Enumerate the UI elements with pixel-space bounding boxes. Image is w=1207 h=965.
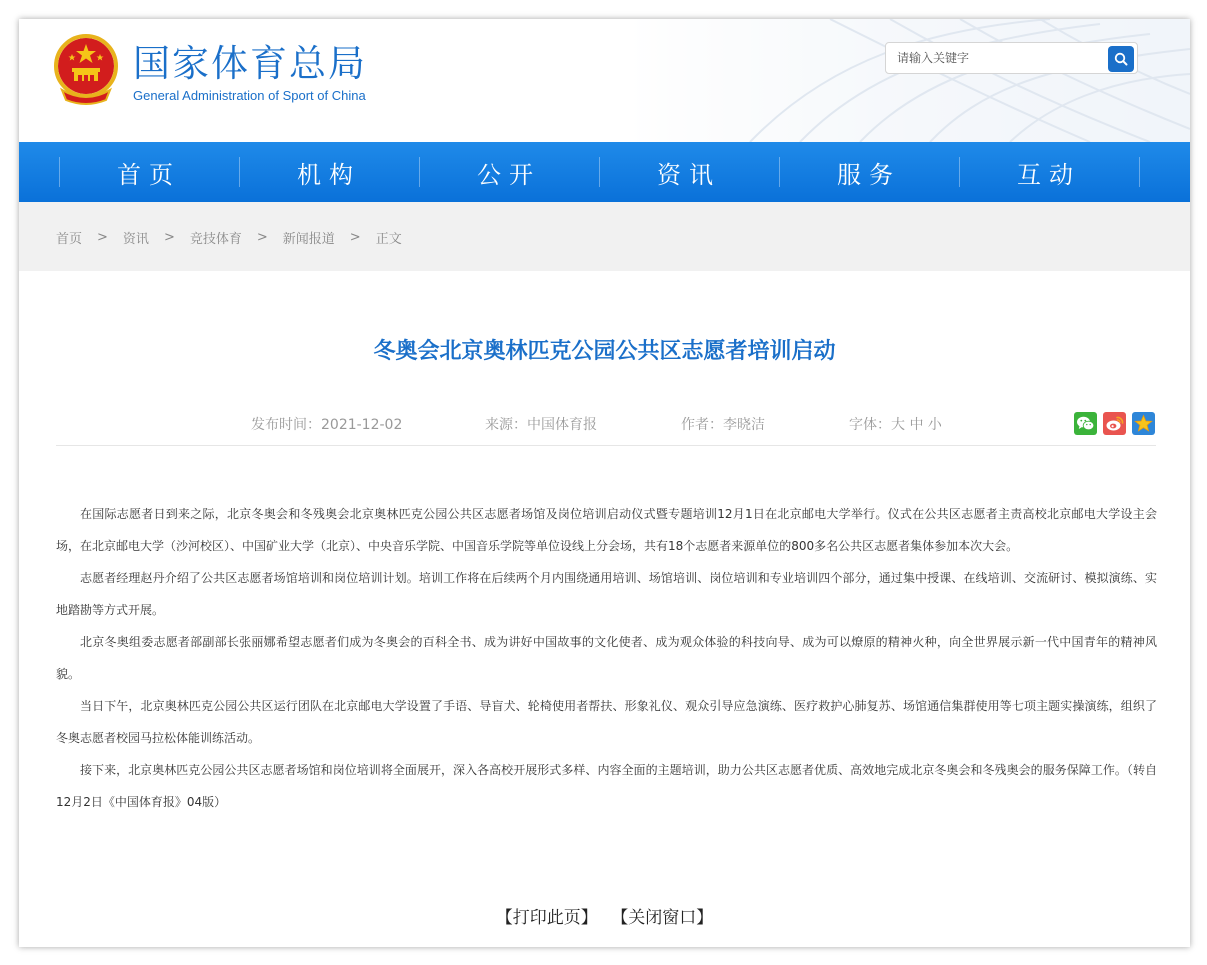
share-weibo-button[interactable] <box>1103 412 1126 435</box>
search-icon <box>1114 52 1128 66</box>
article-author: 作者：李晓洁 <box>681 417 765 433</box>
nav-item-organization[interactable]: 机构 <box>297 160 361 189</box>
breadcrumb <box>56 228 402 247</box>
wechat-icon <box>1076 415 1095 432</box>
article-title: 冬奥会北京奥林匹克公园公共区志愿者培训启动 <box>373 339 836 364</box>
article-body <box>56 498 1157 818</box>
favorite-icon <box>1134 414 1153 433</box>
page-container <box>19 19 1190 947</box>
breadcrumb-competitive-sports[interactable]: 竞技体育 <box>189 232 242 247</box>
nav-separator <box>1139 157 1140 187</box>
breadcrumb-home[interactable]: 首页 <box>56 232 83 247</box>
font-size-control <box>849 416 942 434</box>
font-size-medium[interactable]: 中 <box>909 417 924 433</box>
site-logo-cn[interactable]: 国家体育总局 <box>133 42 367 85</box>
breadcrumb-separator: > <box>256 230 268 245</box>
article-paragraph: 接下来，北京奥林匹克公园公共区志愿者场馆和岗位培训将全面展开，深入各高校开展形式多样、内容全面的主题培训，助力公共区志愿者优质、高效地完成北京冬奥会和冬残奥会的服务保障工作。（转自12月2日《中国体育报》04版） <box>56 763 1157 809</box>
nav-item-service[interactable]: 服务 <box>837 160 901 189</box>
national-emblem-icon <box>54 34 118 106</box>
main-nav <box>19 142 1190 202</box>
share-favorite-button[interactable] <box>1132 412 1155 435</box>
breadcrumb-current: 正文 <box>375 232 402 247</box>
breadcrumb-separator: > <box>97 230 108 245</box>
breadcrumb-separator: > <box>349 230 361 245</box>
weibo-icon <box>1105 415 1124 432</box>
header-decoration <box>630 19 1190 142</box>
article-source: 来源：中国体育报 <box>485 417 597 433</box>
breadcrumb-news-reports[interactable]: 新闻报道 <box>282 232 335 247</box>
print-page-link[interactable]: 【打印此页】 <box>495 908 598 928</box>
publish-time: 发布时间：2021-12-02 <box>251 417 403 433</box>
article-paragraph: 北京冬奥组委志愿者部副部长张丽娜希望志愿者们成为冬奥会的百科全书、成为讲好中国故事的文化使者、成为观众体验的科技向导、成为可以燎原的精神火种，向全世界展示新一代中国青年的精神风貌。 <box>56 635 1157 681</box>
font-size-large[interactable]: 大 <box>891 417 905 433</box>
footer-links <box>19 903 1190 928</box>
search-input[interactable] <box>886 43 1101 73</box>
breadcrumb-bar <box>19 202 1190 271</box>
breadcrumb-news[interactable]: 资讯 <box>122 232 149 247</box>
site-header <box>19 19 1190 142</box>
search-button[interactable] <box>1108 46 1134 72</box>
breadcrumb-separator: > <box>163 230 175 245</box>
share-wechat-button[interactable] <box>1074 412 1097 435</box>
search-box <box>885 42 1138 74</box>
meta-divider <box>56 445 1156 446</box>
nav-item-home[interactable]: 首页 <box>117 160 181 189</box>
article-paragraph: 当日下午，北京奥林匹克公园公共区运行团队在北京邮电大学设置了手语、导盲犬、轮椅使用者帮扶、形象礼仪、观众引导应急演练、医疗救护心肺复苏、场馆通信集群使用等七项主题实操演练，组织了冬奥志愿者校园马拉松体能训练活动。 <box>56 699 1157 745</box>
article-paragraph: 在国际志愿者日到来之际，北京冬奥会和冬残奥会北京奥林匹克公园公共区志愿者场馆及岗位培训启动仪式暨专题培训12月1日在北京邮电大学举行。仪式在公共区志愿者主责高校北京邮电大学设主会场，在北京邮电大学（沙河校区）、中国矿业大学（北京）、中央音乐学院、中国音乐学院等单位设线上分会场，共有18个志愿者来源单位的800多名公共区志愿者集体参加本次大会。 <box>56 507 1157 553</box>
nav-item-interaction[interactable]: 互动 <box>1017 160 1081 189</box>
nav-item-public[interactable]: 公开 <box>477 160 541 189</box>
font-size-small[interactable]: 小 <box>927 417 942 433</box>
site-logo-en[interactable]: General Administration of Sport of China <box>133 88 366 103</box>
font-size-label: 字体： <box>849 417 891 433</box>
article-paragraph: 志愿者经理赵丹介绍了公共区志愿者场馆培训和岗位培训计划。培训工作将在后续两个月内围绕通用培训、场馆培训、岗位培训和专业培训四个部分，通过集中授课、在线培训、交流研讨、模拟演练、实地踏勘等方式开展。 <box>56 571 1157 617</box>
close-window-link[interactable]: 【关闭窗口】 <box>611 908 714 928</box>
nav-item-news[interactable]: 资讯 <box>657 160 721 189</box>
